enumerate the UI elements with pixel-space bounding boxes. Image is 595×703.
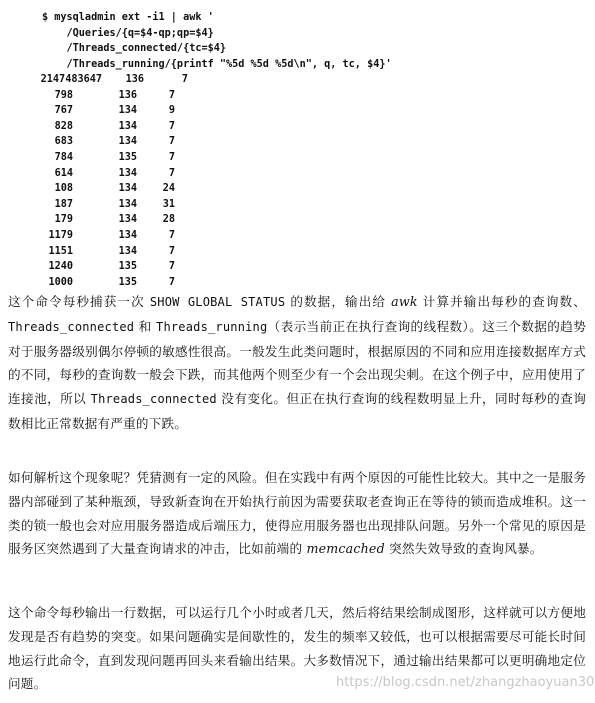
running-value: 7 xyxy=(168,245,175,257)
queries-value: 1000 xyxy=(48,276,73,288)
text-run: 如何解析这个现象呢？凭猜测有一定的风险。但在实践中有两个原因的可能性比较大。其中之一是服务器内部碰到了某种瓶颈，导致新查询在开始执行前因为需要获取老查询正在等待的锁而造成堆积。这一类的锁一般也会对应用服务器造成后端压力，使得应用服务器也出现排队问题。另外一个常见的原因是服务区突然遇到了大量查询请求的冲击，比如前端的 xyxy=(8,470,586,557)
text-run: 计算并输出每秒的查询数、 xyxy=(417,294,586,309)
paragraph-analysis xyxy=(8,466,586,561)
running-value: 24 xyxy=(162,183,175,195)
connected-value: 134 xyxy=(118,105,137,117)
connected-value: 136 xyxy=(118,89,137,101)
running-value: 28 xyxy=(162,214,175,226)
connected-value: 135 xyxy=(118,151,137,163)
code-line: $ mysqladmin ext -i1 | awk ' xyxy=(42,12,214,23)
queries-value: 1240 xyxy=(48,261,73,273)
inline-code: SHOW GLOBAL STATUS xyxy=(149,295,286,309)
text-run: （表示当前正在执行查询的线程数）。这三个数据的趋势对于服务器级别偶尔停顿的敏感性很高。一般发生此类问题时，根据原因的不同和应用连接数据库方式的不同，每秒的查询数一般会下跌，而其他两个则至少有一个会出现尖刺。在这个例子中，应用使用了连接池，所以 xyxy=(8,318,587,407)
paragraph-usage: 这个命令每秒输出一行数据，可以运行几个小时或者几天，然后将结果绘制成图形，这样就可以方便地发现是否有趋势的突变。如果问题确实是间歇性的，发生的频率又较低，也可以根据需要尽可能长时间地运行此命令，直到发现问题再回头来看输出结果。大多数情况下，通过输出结果都可以更明确地定位问题。 xyxy=(8,605,586,692)
queries-value: 828 xyxy=(54,120,73,132)
code-line: /Threads_running/{printf "%5d %5d %5d\n", q, tc, $4}' xyxy=(42,58,392,70)
text-run: 没有变化。但正在执行查询的线程数明显上升，同时每秒的查询数相比正常数据有严重的下跌。 xyxy=(8,391,586,431)
running-value: 31 xyxy=(162,198,175,210)
running-value: 7 xyxy=(168,151,175,163)
queries-value: 767 xyxy=(54,105,73,117)
code-line: /Threads_connected/{tc=$4} xyxy=(42,43,227,55)
text-run: 突然失效导致的查询风暴。 xyxy=(384,541,543,557)
inline-code: Threads_connected xyxy=(90,392,217,407)
text-run: 这个命令每秒捕获一次 xyxy=(8,294,150,309)
inline-code: Threads_connected xyxy=(8,319,135,334)
connected-value: 135 xyxy=(118,276,137,288)
running-value: 7 xyxy=(168,276,175,288)
queries-value: 614 xyxy=(54,167,73,179)
queries-value: 683 xyxy=(54,136,73,148)
queries-value: 2147483647 xyxy=(40,74,102,85)
connected-value: 134 xyxy=(118,136,137,148)
italic-term: memcached xyxy=(306,541,385,557)
queries-value: 179 xyxy=(54,214,73,226)
connected-value: 135 xyxy=(118,261,137,273)
running-value: 7 xyxy=(168,229,175,241)
running-value: 9 xyxy=(168,105,175,117)
connected-value: 134 xyxy=(118,183,137,195)
queries-value: 1179 xyxy=(48,229,73,241)
paragraph-explanation xyxy=(8,290,586,436)
connected-value: 134 xyxy=(118,198,137,210)
connected-value: 134 xyxy=(118,167,137,179)
connected-value: 136 xyxy=(125,74,144,85)
connected-value: 134 xyxy=(118,245,137,257)
running-value: 7 xyxy=(168,120,175,132)
connected-value: 134 xyxy=(118,214,137,226)
text-run: 的数据，输出给 xyxy=(285,294,392,309)
running-value: 7 xyxy=(181,74,188,85)
code-line: /Queries/{q=$4-qp;qp=$4} xyxy=(42,27,214,39)
queries-value: 187 xyxy=(54,198,73,210)
running-value: 7 xyxy=(168,167,175,179)
running-value: 7 xyxy=(168,136,175,148)
connected-value: 134 xyxy=(118,120,137,132)
running-value: 7 xyxy=(168,261,175,273)
command-code-block xyxy=(42,10,392,72)
italic-term: awk xyxy=(391,294,418,309)
queries-value: 798 xyxy=(54,89,73,101)
inline-code: Threads_running xyxy=(156,319,268,334)
running-value: 7 xyxy=(168,89,175,101)
queries-value: 1151 xyxy=(48,245,73,257)
queries-value: 108 xyxy=(54,183,73,195)
queries-value: 784 xyxy=(54,151,73,163)
text-run: 和 xyxy=(134,318,157,334)
connected-value: 134 xyxy=(118,229,137,241)
watermark: https://blog.csdn.net/zhangzhaoyuan30 xyxy=(336,675,595,690)
